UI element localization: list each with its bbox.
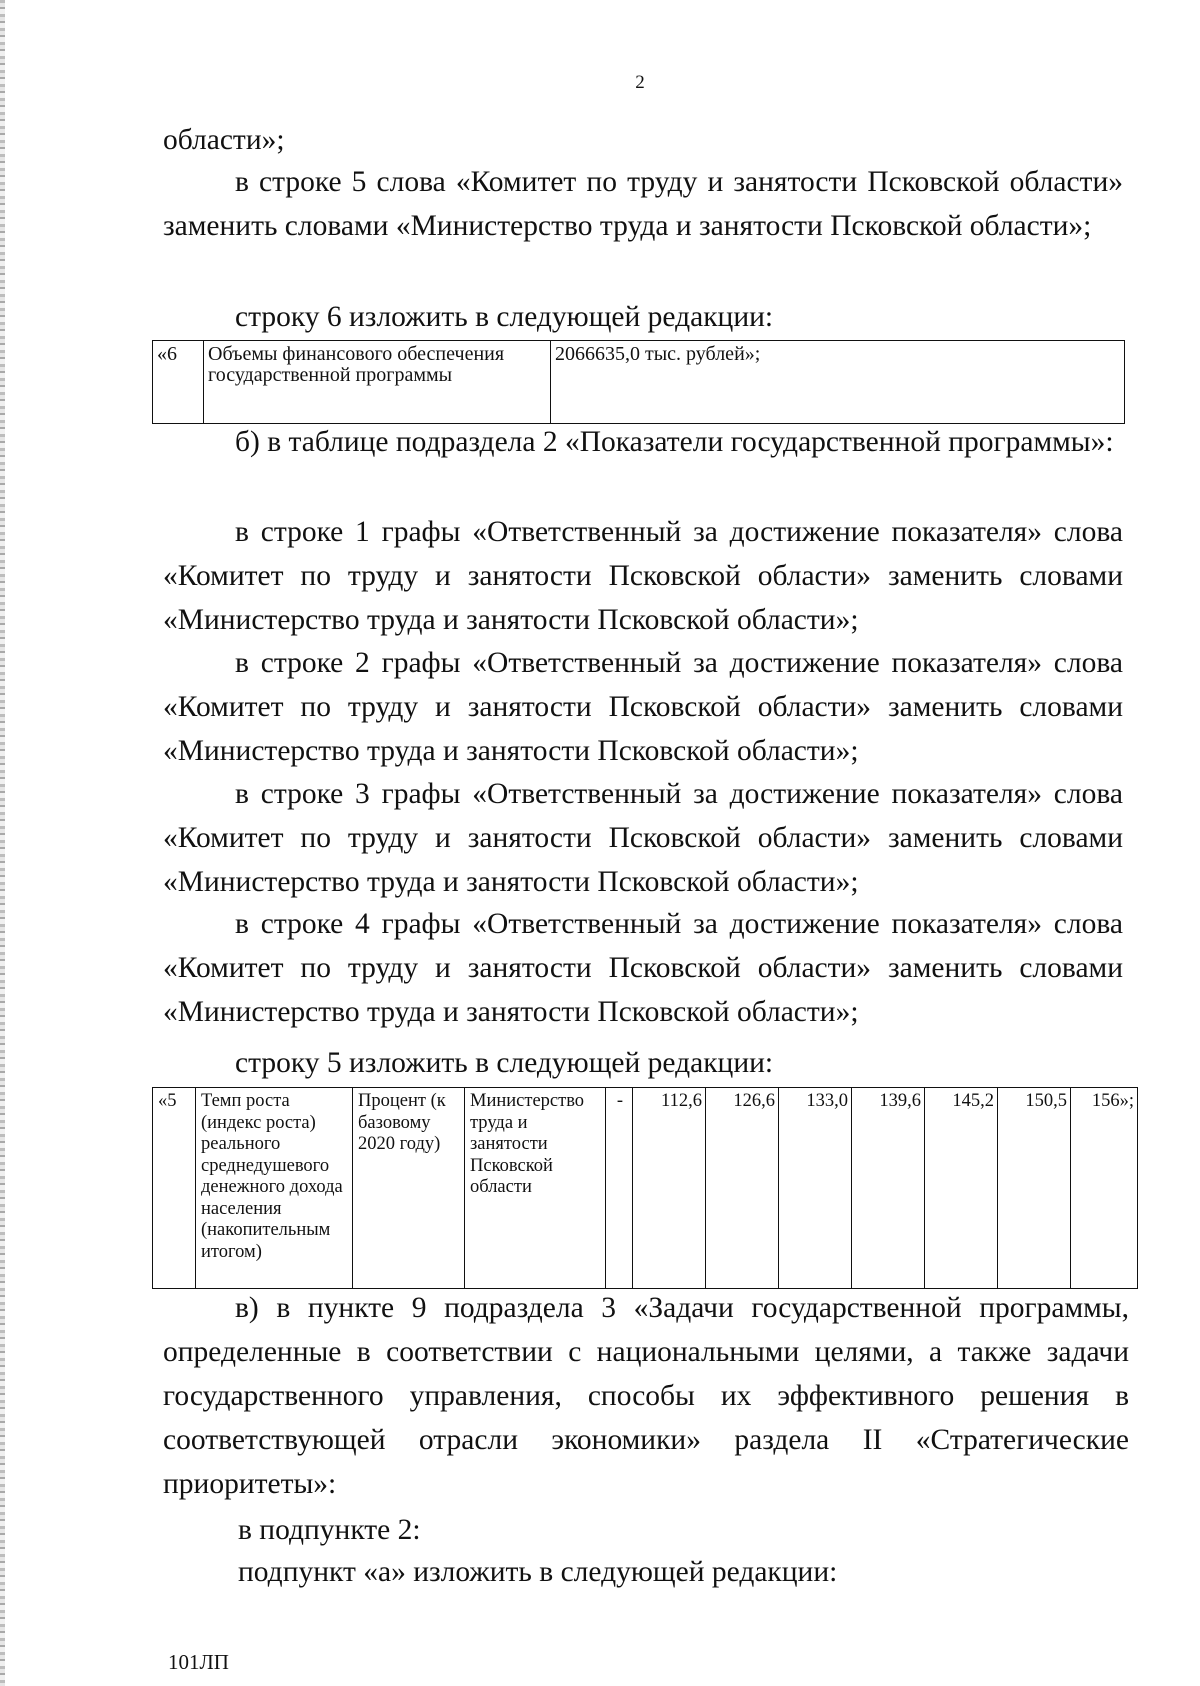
- paragraph-row1: в строке 1 графы «Ответственный за достижение показателя» слова «Комитет по труду и занятости Псковской области» заменить словами «Министерство труда и занятости Псковской области»;: [163, 516, 1123, 636]
- row-number-cell: «5: [153, 1088, 196, 1289]
- value-cell: 133,0: [779, 1088, 852, 1289]
- indicator-name-cell: Объемы финансового обеспечения государственной программы: [204, 341, 551, 424]
- table-row: [153, 341, 1125, 424]
- paragraph-row5-intro: строку 5 изложить в следующей редакции:: [235, 1047, 774, 1079]
- paragraph-row3: в строке 3 графы «Ответственный за достижение показателя» слова «Комитет по труду и занятости Псковской области» заменить словами «Министерство труда и занятости Псковской области»;: [163, 778, 1123, 898]
- value-cell: 145,2: [925, 1088, 998, 1289]
- indicator-table: [152, 1087, 1138, 1289]
- footer-code: 101ЛП: [168, 1650, 229, 1674]
- indicator-name-cell: Темп роста (индекс роста) реального среднедушевого денежного дохода населения (накопительным итогом): [196, 1088, 353, 1289]
- funding-value-cell: 2066635,0 тыс. рублей»;: [551, 341, 1125, 424]
- table-row: [153, 1088, 1138, 1289]
- responsible-cell: Министерство труда и занятости Псковской области: [465, 1088, 606, 1289]
- scan-edge: [0, 0, 5, 1686]
- page-number: 2: [635, 72, 645, 93]
- paragraph-row6-intro: строку 6 изложить в следующей редакции:: [235, 301, 774, 333]
- value-cell: 126,6: [706, 1088, 779, 1289]
- paragraph-subpoint-a: подпункт «а» изложить в следующей редакции:: [238, 1556, 838, 1588]
- paragraph-row2: в строке 2 графы «Ответственный за достижение показателя» слова «Комитет по труду и занятости Псковской области» заменить словами «Министерство труда и занятости Псковской области»;: [163, 647, 1123, 767]
- funding-table: [152, 340, 1125, 424]
- paragraph-tasks: в) в пункте 9 подраздела 3 «Задачи государственной программы, определенные в соответствии с национальными целями, а также задачи государственного управления, способы их эффективного решения в соответствующей отрасли экономики» раздела II «Стратегические приоритеты»:: [163, 1292, 1129, 1500]
- paragraph-continuation: области»;: [163, 124, 285, 156]
- paragraph-row5-replace: в строке 5 слова «Комитет по труду и занятости Псковской области» заменить словами «Министерство труда и занятости Псковской области»;: [163, 166, 1123, 242]
- value-cell: 112,6: [633, 1088, 706, 1289]
- paragraph-row4: в строке 4 графы «Ответственный за достижение показателя» слова «Комитет по труду и занятости Псковской области» заменить словами «Министерство труда и занятости Псковской области»;: [163, 908, 1123, 1028]
- value-cell: 139,6: [852, 1088, 925, 1289]
- unit-cell: Процент (к базовому 2020 году): [353, 1088, 465, 1289]
- row-number-cell: «6: [153, 341, 204, 424]
- paragraph-subpoint-2: в подпункте 2:: [238, 1514, 421, 1546]
- base-value-cell: -: [606, 1088, 633, 1289]
- value-cell: 150,5: [998, 1088, 1071, 1289]
- value-cell: 156»;: [1071, 1088, 1138, 1289]
- paragraph-indicators-section: б) в таблице подраздела 2 «Показатели государственной программы»:: [235, 426, 1114, 458]
